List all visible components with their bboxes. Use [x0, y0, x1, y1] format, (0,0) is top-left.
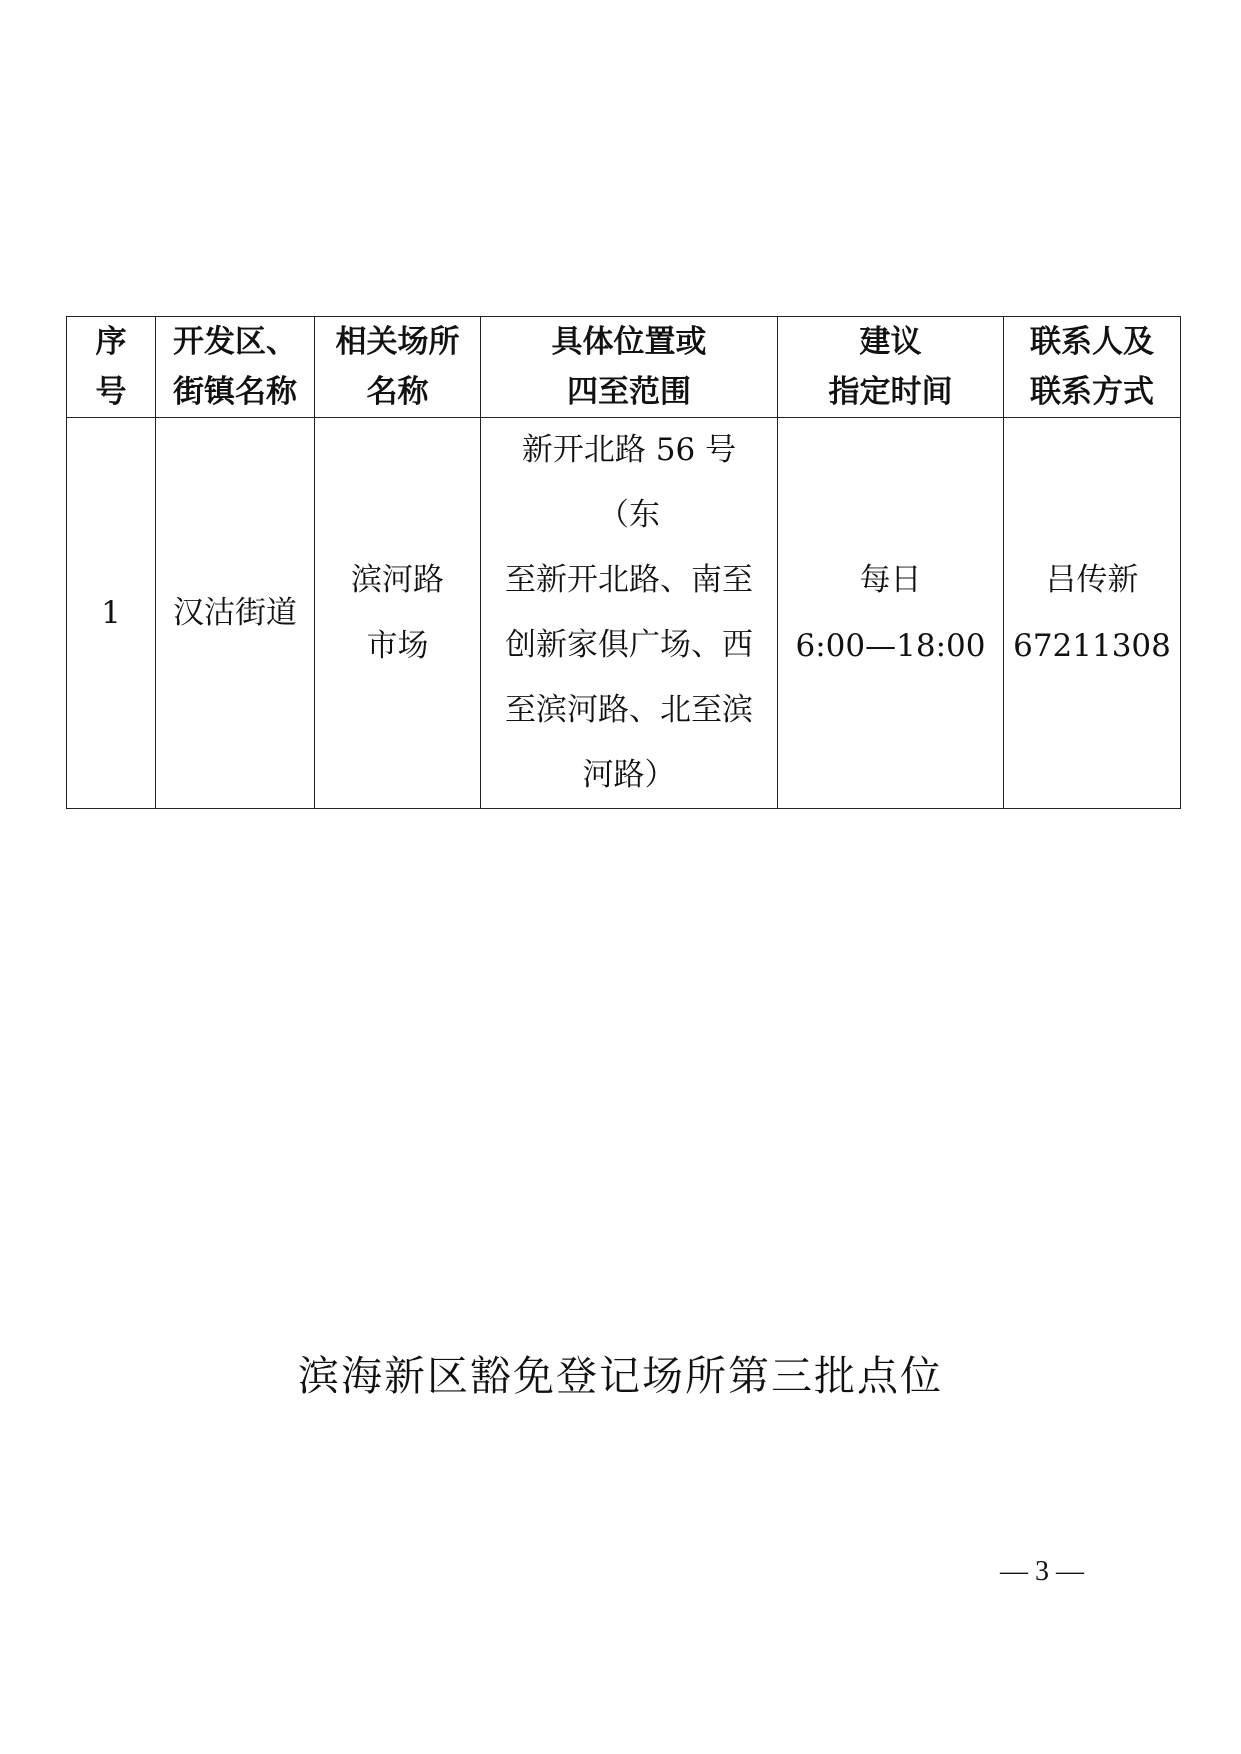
cell-location — [481, 418, 778, 809]
header-location — [481, 317, 778, 418]
header-location-line2: 四至范围 — [567, 374, 691, 410]
header-contact-line2: 联系方式 — [1030, 374, 1154, 410]
cell-location-line5: 河路） — [582, 757, 676, 793]
cell-location-line3: 创新家俱广场、西 — [505, 627, 753, 663]
cell-location-line1: 新开北路 56 号（东 — [521, 432, 737, 533]
cell-district: 汉沽街道 — [156, 418, 315, 809]
cell-location-line4: 至滨河路、北至滨 — [505, 692, 753, 728]
header-location-line1: 具体位置或 — [551, 324, 707, 360]
cell-contact-phone: 67211308 — [1013, 628, 1171, 664]
cell-venue — [315, 418, 481, 809]
header-time-line1: 建议 — [859, 324, 922, 360]
cell-venue-line1: 滨河路 — [351, 562, 444, 598]
cell-contact-name: 吕传新 — [1045, 562, 1139, 598]
header-contact-line1: 联系人及 — [1030, 324, 1154, 360]
header-venue-line2: 名称 — [366, 374, 429, 410]
header-district-line2: 街镇名称 — [173, 374, 297, 410]
venue-table — [66, 316, 1181, 809]
header-venue — [315, 317, 481, 418]
table-row — [67, 418, 1181, 809]
cell-venue-line2: 市场 — [366, 628, 429, 664]
header-index — [67, 317, 156, 418]
cell-time — [778, 418, 1004, 809]
header-district-line1: 开发区、 — [173, 324, 297, 360]
header-contact — [1004, 317, 1181, 418]
header-time-line2: 指定时间 — [828, 374, 953, 410]
table-header-row — [67, 317, 1181, 418]
header-index-line2: 号 — [95, 374, 127, 410]
cell-index: 1 — [67, 418, 156, 809]
document-title: 滨海新区豁免登记场所第三批点位 — [298, 1352, 943, 1400]
cell-location-line2: 至新开北路、南至 — [505, 562, 753, 598]
cell-contact — [1004, 418, 1181, 809]
header-time — [778, 317, 1004, 418]
page-number: — 3 — — [1000, 1556, 1084, 1587]
header-venue-line1: 相关场所 — [335, 324, 460, 360]
header-index-line1: 序 — [95, 324, 127, 360]
header-district — [156, 317, 315, 418]
cell-time-line1: 每日 — [859, 562, 922, 598]
cell-time-line2: 6:00—18:00 — [795, 628, 986, 664]
